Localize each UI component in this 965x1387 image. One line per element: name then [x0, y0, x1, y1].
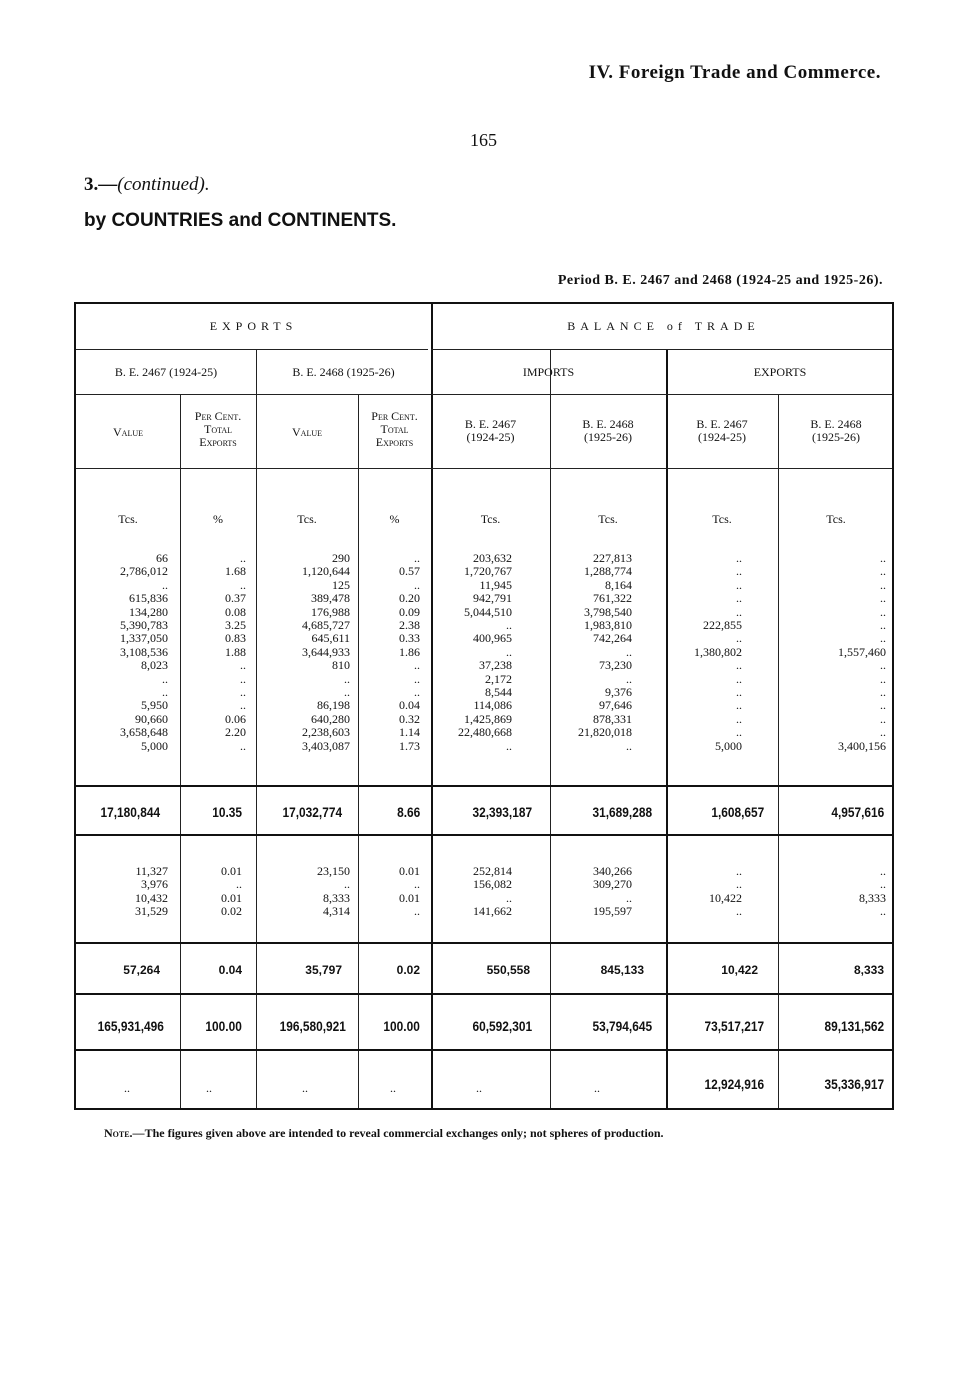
footnote [104, 1126, 664, 1141]
page-number: 165 [470, 130, 497, 150]
grand-total-cell: 53,794,645 [592, 1018, 652, 1034]
final-row-cell: .. [476, 1081, 482, 1095]
section-prefix: 3.— [84, 174, 118, 195]
final-row-cell: 12,924,916 [704, 1076, 764, 1092]
column-bexp-2467: .. .. .. .. .. 222,855 .. 1,380,802 .. .. .. .. .. .. 5,000 [694, 551, 742, 753]
header-exports: EXPORTS [209, 319, 298, 333]
section-heading [84, 174, 210, 196]
column-exp-2467-value: 66 2,786,012 .. 615,836 134,280 5,390,783 1,337,050 3,108,536 8,023 .. .. 5,950 90,660 3,658,648 5,000 [120, 551, 168, 753]
grand-total-cell: 100.00 [205, 1018, 242, 1034]
unit-label: Tcs. [480, 512, 501, 526]
unit-label: % [213, 512, 223, 526]
column-exp-2468-pct: .. 0.57 .. 0.20 0.09 2.38 0.33 1.86 .. .. .. 0.04 0.32 1.14 1.73 [399, 551, 420, 753]
grand-total-cell: 100.00 [383, 1018, 420, 1034]
grand-total-cell: 73,517,217 [704, 1018, 764, 1034]
unit-label: Tcs. [118, 512, 138, 526]
column-exp-2468-value: 290 1,120,644 125 389,478 176,988 4,685,727 645,611 3,644,933 810 .. .. 86,198 640,280 2,238,603 3,403,087 [302, 551, 350, 753]
column-exp-2467-pct-g2: 0.01 .. 0.01 0.02 [221, 864, 242, 919]
unit-label: % [389, 512, 400, 526]
subtotal-2-cell: 57,264 [123, 963, 160, 977]
column-imp-2467-g2: 252,814 156,082 .. 141,662 [473, 864, 512, 919]
header-be: B. E. 2467 [696, 417, 748, 431]
subtotal-2-cell: 10,422 [721, 963, 758, 977]
final-row-cell: 35,336,917 [824, 1076, 884, 1092]
trade-table [74, 302, 894, 1110]
header-imp-2467 [431, 418, 550, 444]
grand-total-cell: 165,931,496 [97, 1018, 164, 1034]
grand-total-cell: 196,580,921 [279, 1018, 346, 1034]
unit-label: Tcs. [712, 512, 732, 526]
header-year-2467: B. E. 2467 (1924-25) [114, 365, 218, 379]
subtotal-1-cell: 8.66 [396, 804, 420, 820]
header-be: B. E. 2467 [464, 417, 517, 431]
subtotal-1-cell: 4,957,616 [831, 804, 884, 820]
final-row-cell: .. [594, 1081, 600, 1095]
subtotal-1-cell: 10.35 [212, 804, 242, 820]
subtotal-1-cell: 17,032,774 [282, 804, 342, 820]
header-per-cent-line1: Per Cent. [371, 409, 418, 423]
header-imports: IMPORTS [522, 365, 575, 379]
header-be-year: (1924-25) [698, 430, 746, 444]
header-year-2468: B. E. 2468 (1925-26) [292, 365, 395, 379]
unit-label: Tcs. [826, 512, 846, 526]
note-text: The figures given above are intended to reveal commercial exchanges only; not spheres of production. [144, 1126, 664, 1140]
header-per-cent-2467 [180, 410, 256, 449]
subtotal-1-cell: 1,608,657 [711, 804, 764, 820]
header-bexp-2467 [666, 418, 778, 444]
final-row-cell: .. [302, 1081, 308, 1095]
subtotal-2-cell: 0.04 [218, 963, 242, 977]
column-bexp-2467-g2: .. .. 10,422 .. [709, 864, 742, 919]
subtotal-1-cell: 17,180,844 [100, 804, 160, 820]
column-exp-2468-pct-g2: 0.01 .. 0.01 .. [399, 864, 420, 919]
header-per-cent-line1: Per Cent. [194, 409, 242, 423]
final-row-cell: .. [390, 1081, 396, 1095]
final-row-cell: .. [206, 1081, 212, 1095]
column-imp-2468: 227,813 1,288,774 8,164 761,322 3,798,540 1,983,810 742,264 .. 73,230 .. 9,376 97,646 878,331 21,820,018 .. [578, 551, 632, 753]
section-continued: (continued). [117, 174, 210, 195]
running-head: IV. Foreign Trade and Commerce. [588, 62, 881, 83]
column-exp-2467-value-g2: 11,327 3,976 10,432 31,529 [135, 864, 168, 919]
unit-label: Tcs. [297, 512, 317, 526]
header-imp-2468 [550, 418, 666, 444]
subtotal-2-cell: 0.02 [396, 963, 420, 977]
subtotal-1-cell: 32,393,187 [472, 804, 532, 820]
header-exports-sub: EXPORTS [753, 365, 807, 379]
column-exp-2467-pct-values: .. 1.68 .. 0.37 0.08 3.25 0.83 1.88 .. .. .. .. 0.06 2.20 .. [225, 551, 246, 753]
header-per-cent-line3: Exports [199, 435, 237, 449]
header-per-cent-2468 [358, 410, 431, 449]
header-value-2467: Value [113, 425, 143, 439]
subtotal-2-cell: 35,797 [305, 963, 342, 977]
subtotal-2-cell: 550,558 [486, 963, 530, 977]
header-be-year: (1925-26) [584, 430, 632, 444]
column-imp-2467: 203,632 1,720,767 11,945 942,791 5,044,510 .. 400,965 .. 37,238 2,172 8,544 114,086 1,425,869 22,480,668 .. [458, 551, 512, 753]
subtotal-2-cell: 845,133 [600, 963, 644, 977]
header-per-cent-line2: Total [203, 422, 233, 436]
table-title: by COUNTRIES and CONTINENTS. [84, 210, 397, 231]
final-row-cell: .. [124, 1081, 130, 1095]
grand-total-cell: 89,131,562 [824, 1018, 884, 1034]
header-be-year: (1925-26) [812, 430, 860, 444]
header-be: B. E. 2468 [582, 417, 634, 431]
header-be-year: (1924-25) [466, 430, 515, 444]
period-caption: Period B. E. 2467 and 2468 (1924-25 and 1925-26). [557, 273, 883, 288]
header-be: B. E. 2468 [810, 417, 862, 431]
subtotal-1-cell: 31,689,288 [592, 804, 652, 820]
column-imp-2468-g2: 340,266 309,270 .. 195,597 [593, 864, 632, 919]
column-exp-2468-value-g2: 23,150 .. 8,333 4,314 [317, 864, 350, 919]
header-bexp-2468 [778, 418, 894, 444]
column-exp-2467-pct [180, 552, 256, 753]
unit-label: Tcs. [598, 512, 618, 526]
header-per-cent-line2: Total [380, 422, 409, 436]
note-lead: Note.— [104, 1126, 145, 1140]
header-value-2468: Value [292, 425, 322, 439]
column-bexp-2468-g2: .. .. 8,333 .. [859, 864, 886, 919]
column-bexp-2468: .. .. .. .. .. .. .. 1,557,460 .. .. .. .. .. .. 3,400,156 [838, 551, 886, 753]
subtotal-2-cell: 8,333 [853, 963, 884, 977]
grand-total-cell: 60,592,301 [472, 1018, 532, 1034]
header-balance-of-trade: BALANCE of TRADE [567, 319, 760, 333]
header-per-cent-line3: Exports [375, 435, 414, 449]
